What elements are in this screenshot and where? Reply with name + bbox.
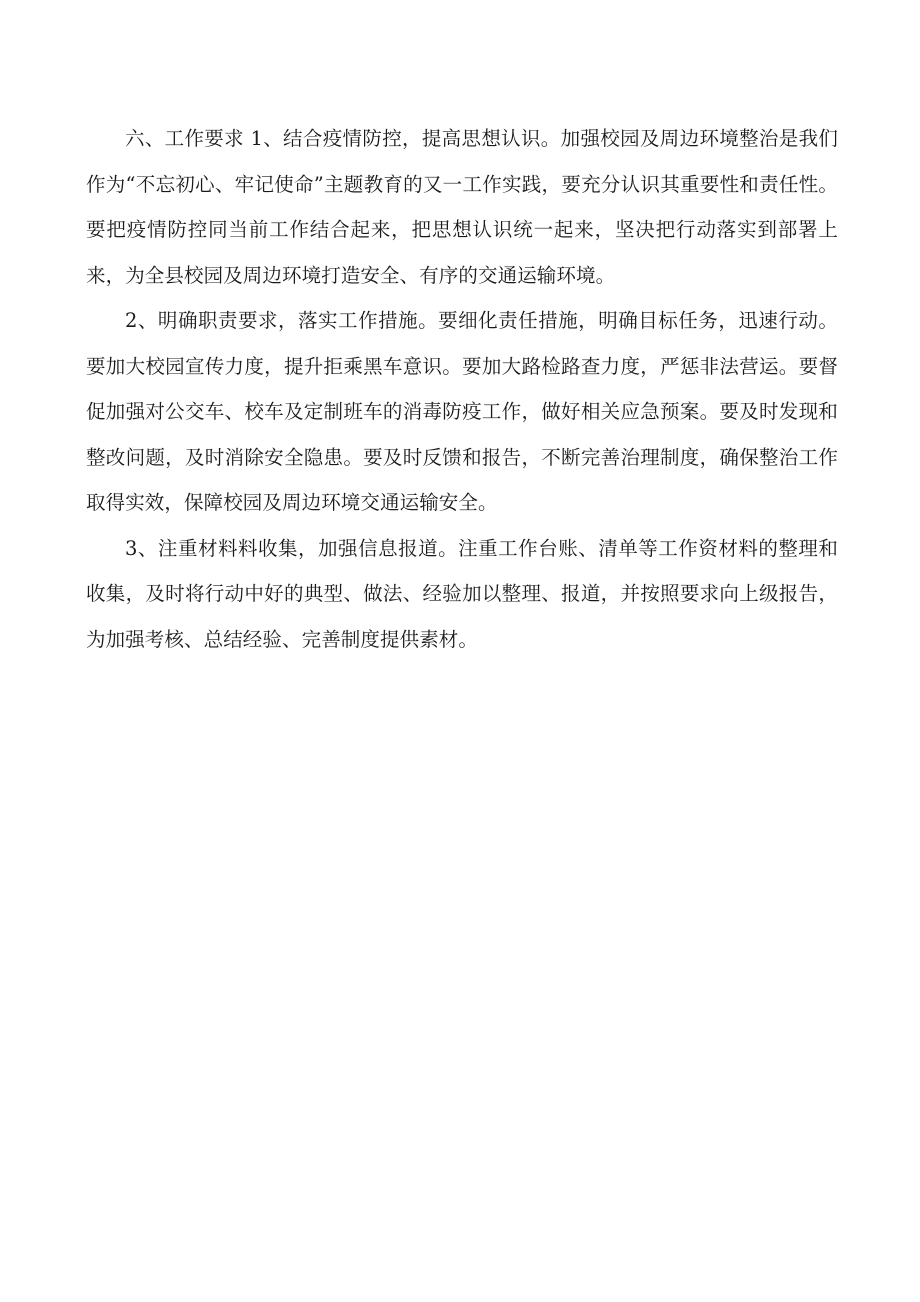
paragraph-responsibilities: 2、明确职责要求，落实工作措施。要细化责任措施，明确目标任务，迅速行动。要加大校园宣传力度，提升拒乘黑车意识。要加大路检路查力度，严惩非法营运。要督促加强对公交车、校车及定制班车的消毒防疫工作，做好相关应急预案。要及时发现和整改问题，及时消除安全隐患。要及时反馈和报告，不断完善治理制度，确保整治工作取得实效，保障校园及周边环境交通运输安全。 xyxy=(86,309,838,514)
paragraph-work-requirements: 六、工作要求 1、结合疫情防控，提高思想认识。加强校园及周边环境整治是我们作为“不忘初心、牢记使命”主题教育的又一工作实践，要充分认识其重要性和责任性。要把疫情防控同当前工作结合起来，把思想认识统一起来，坚决把行动落实到部署上来，为全县校园及周边环境打造安全、有序的交通运输环境。 xyxy=(86,127,838,287)
document-body xyxy=(86,116,838,662)
paragraph-information-reporting: 3、注重材料料收集，加强信息报道。注重工作台账、清单等工作资材料的整理和收集，及时将行动中好的典型、做法、经验加以整理、报道，并按照要求向上级报告，为加强考核、总结经验、完善制度提供素材。 xyxy=(86,536,838,651)
